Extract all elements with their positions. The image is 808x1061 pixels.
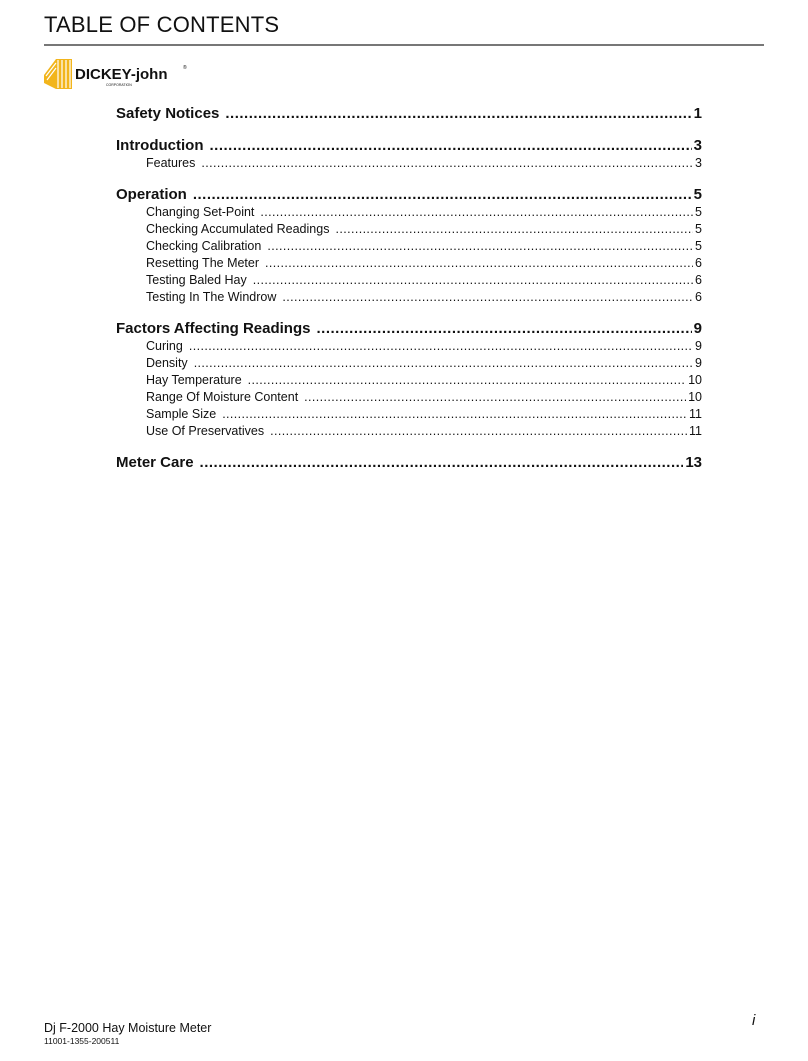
toc-section xyxy=(116,104,702,123)
toc-entry-title: Factors Affecting Readings xyxy=(116,320,311,337)
toc-entry-title: Safety Notices xyxy=(116,105,220,122)
dot-leader xyxy=(193,185,692,204)
svg-text:CORPORATION: CORPORATION xyxy=(106,83,132,87)
toc-subentry[interactable] xyxy=(116,255,702,272)
dot-leader xyxy=(201,155,693,172)
toc-section xyxy=(116,453,702,472)
toc-entry-page: 3 xyxy=(695,156,702,170)
toc-section xyxy=(116,185,702,306)
dot-leader xyxy=(270,423,687,440)
dot-leader xyxy=(335,221,693,238)
toc-section xyxy=(116,136,702,172)
toc-entry-title: Meter Care xyxy=(116,454,194,471)
toc-section-heading[interactable] xyxy=(116,136,702,155)
page-number: i xyxy=(752,1012,756,1029)
toc-subentry[interactable] xyxy=(116,155,702,172)
toc-section xyxy=(116,319,702,440)
toc-entry-title: Range Of Moisture Content xyxy=(146,390,299,404)
toc-entry-title: Checking Accumulated Readings xyxy=(146,222,330,236)
toc-subentry[interactable] xyxy=(116,338,702,355)
toc-entry-page: 9 xyxy=(693,320,702,337)
toc-subentry[interactable] xyxy=(116,238,702,255)
toc-section-heading[interactable] xyxy=(116,185,702,204)
toc-entry-page: 5 xyxy=(695,205,702,219)
toc-subentry[interactable] xyxy=(116,372,702,389)
toc-entry-page: 9 xyxy=(695,339,702,353)
toc-entry-title: Density xyxy=(146,356,188,370)
toc-entry-page: 10 xyxy=(688,373,702,387)
toc-entry-title: Resetting The Meter xyxy=(146,256,260,270)
toc-entry-title: Testing Baled Hay xyxy=(146,273,247,287)
toc-entry-title: Operation xyxy=(116,186,187,203)
dot-leader xyxy=(209,136,691,155)
toc-entry-page: 6 xyxy=(695,290,702,304)
toc-entry-page: 11 xyxy=(689,407,702,421)
toc-entry-title: Checking Calibration xyxy=(146,239,262,253)
dot-leader xyxy=(265,255,693,272)
toc-entry-page: 5 xyxy=(693,186,702,203)
dot-leader xyxy=(194,355,693,372)
toc-entry-title: Use Of Preservatives xyxy=(146,424,265,438)
dot-leader xyxy=(189,338,693,355)
toc-subentry[interactable] xyxy=(116,389,702,406)
toc-subentry[interactable] xyxy=(116,204,702,221)
dot-leader xyxy=(267,238,693,255)
dot-leader xyxy=(248,372,686,389)
toc-entry-page: 5 xyxy=(695,239,702,253)
toc-entry-title: Introduction xyxy=(116,137,204,154)
dot-leader xyxy=(222,406,687,423)
toc-entry-page: 5 xyxy=(695,222,702,236)
toc-subentry[interactable] xyxy=(116,406,702,423)
toc-subentry[interactable] xyxy=(116,289,702,306)
toc-subentry[interactable] xyxy=(116,423,702,440)
footer-document-title: Dj F-2000 Hay Moisture Meter xyxy=(44,1021,212,1035)
toc-subentry[interactable] xyxy=(116,355,702,372)
toc-section-heading[interactable] xyxy=(116,104,702,123)
dot-leader xyxy=(316,319,691,338)
toc-entry-page: 13 xyxy=(685,454,702,471)
header-divider xyxy=(44,44,764,46)
dot-leader xyxy=(253,272,693,289)
toc-entry-title: Features xyxy=(146,156,196,170)
svg-text:DICKEY-john: DICKEY-john xyxy=(75,66,168,83)
toc-subentry[interactable] xyxy=(116,221,702,238)
dot-leader xyxy=(304,389,686,406)
dot-leader xyxy=(260,204,693,221)
toc-entry-page: 9 xyxy=(695,356,702,370)
toc-entry-title: Hay Temperature xyxy=(146,373,242,387)
toc-entry-title: Curing xyxy=(146,339,183,353)
toc-entry-page: 10 xyxy=(688,390,702,404)
toc-entry-page: 11 xyxy=(689,424,702,438)
footer-document-number: 11001-1355-200511 xyxy=(44,1036,120,1046)
dot-leader xyxy=(200,453,684,472)
toc-entry-title: Sample Size xyxy=(146,407,217,421)
svg-text:®: ® xyxy=(183,65,187,71)
toc-entry-title: Testing In The Windrow xyxy=(146,290,277,304)
toc-entry-page: 1 xyxy=(693,105,702,122)
table-of-contents xyxy=(116,104,702,485)
dot-leader xyxy=(225,104,691,123)
dot-leader xyxy=(282,289,693,306)
toc-subentry[interactable] xyxy=(116,272,702,289)
dickey-john-logo xyxy=(42,55,192,91)
page-title: TABLE OF CONTENTS xyxy=(44,12,280,37)
toc-entry-page: 6 xyxy=(695,273,702,287)
toc-section-heading[interactable] xyxy=(116,453,702,472)
toc-section-heading[interactable] xyxy=(116,319,702,338)
toc-entry-page: 6 xyxy=(695,256,702,270)
toc-entry-page: 3 xyxy=(693,137,702,154)
toc-entry-title: Changing Set-Point xyxy=(146,205,255,219)
